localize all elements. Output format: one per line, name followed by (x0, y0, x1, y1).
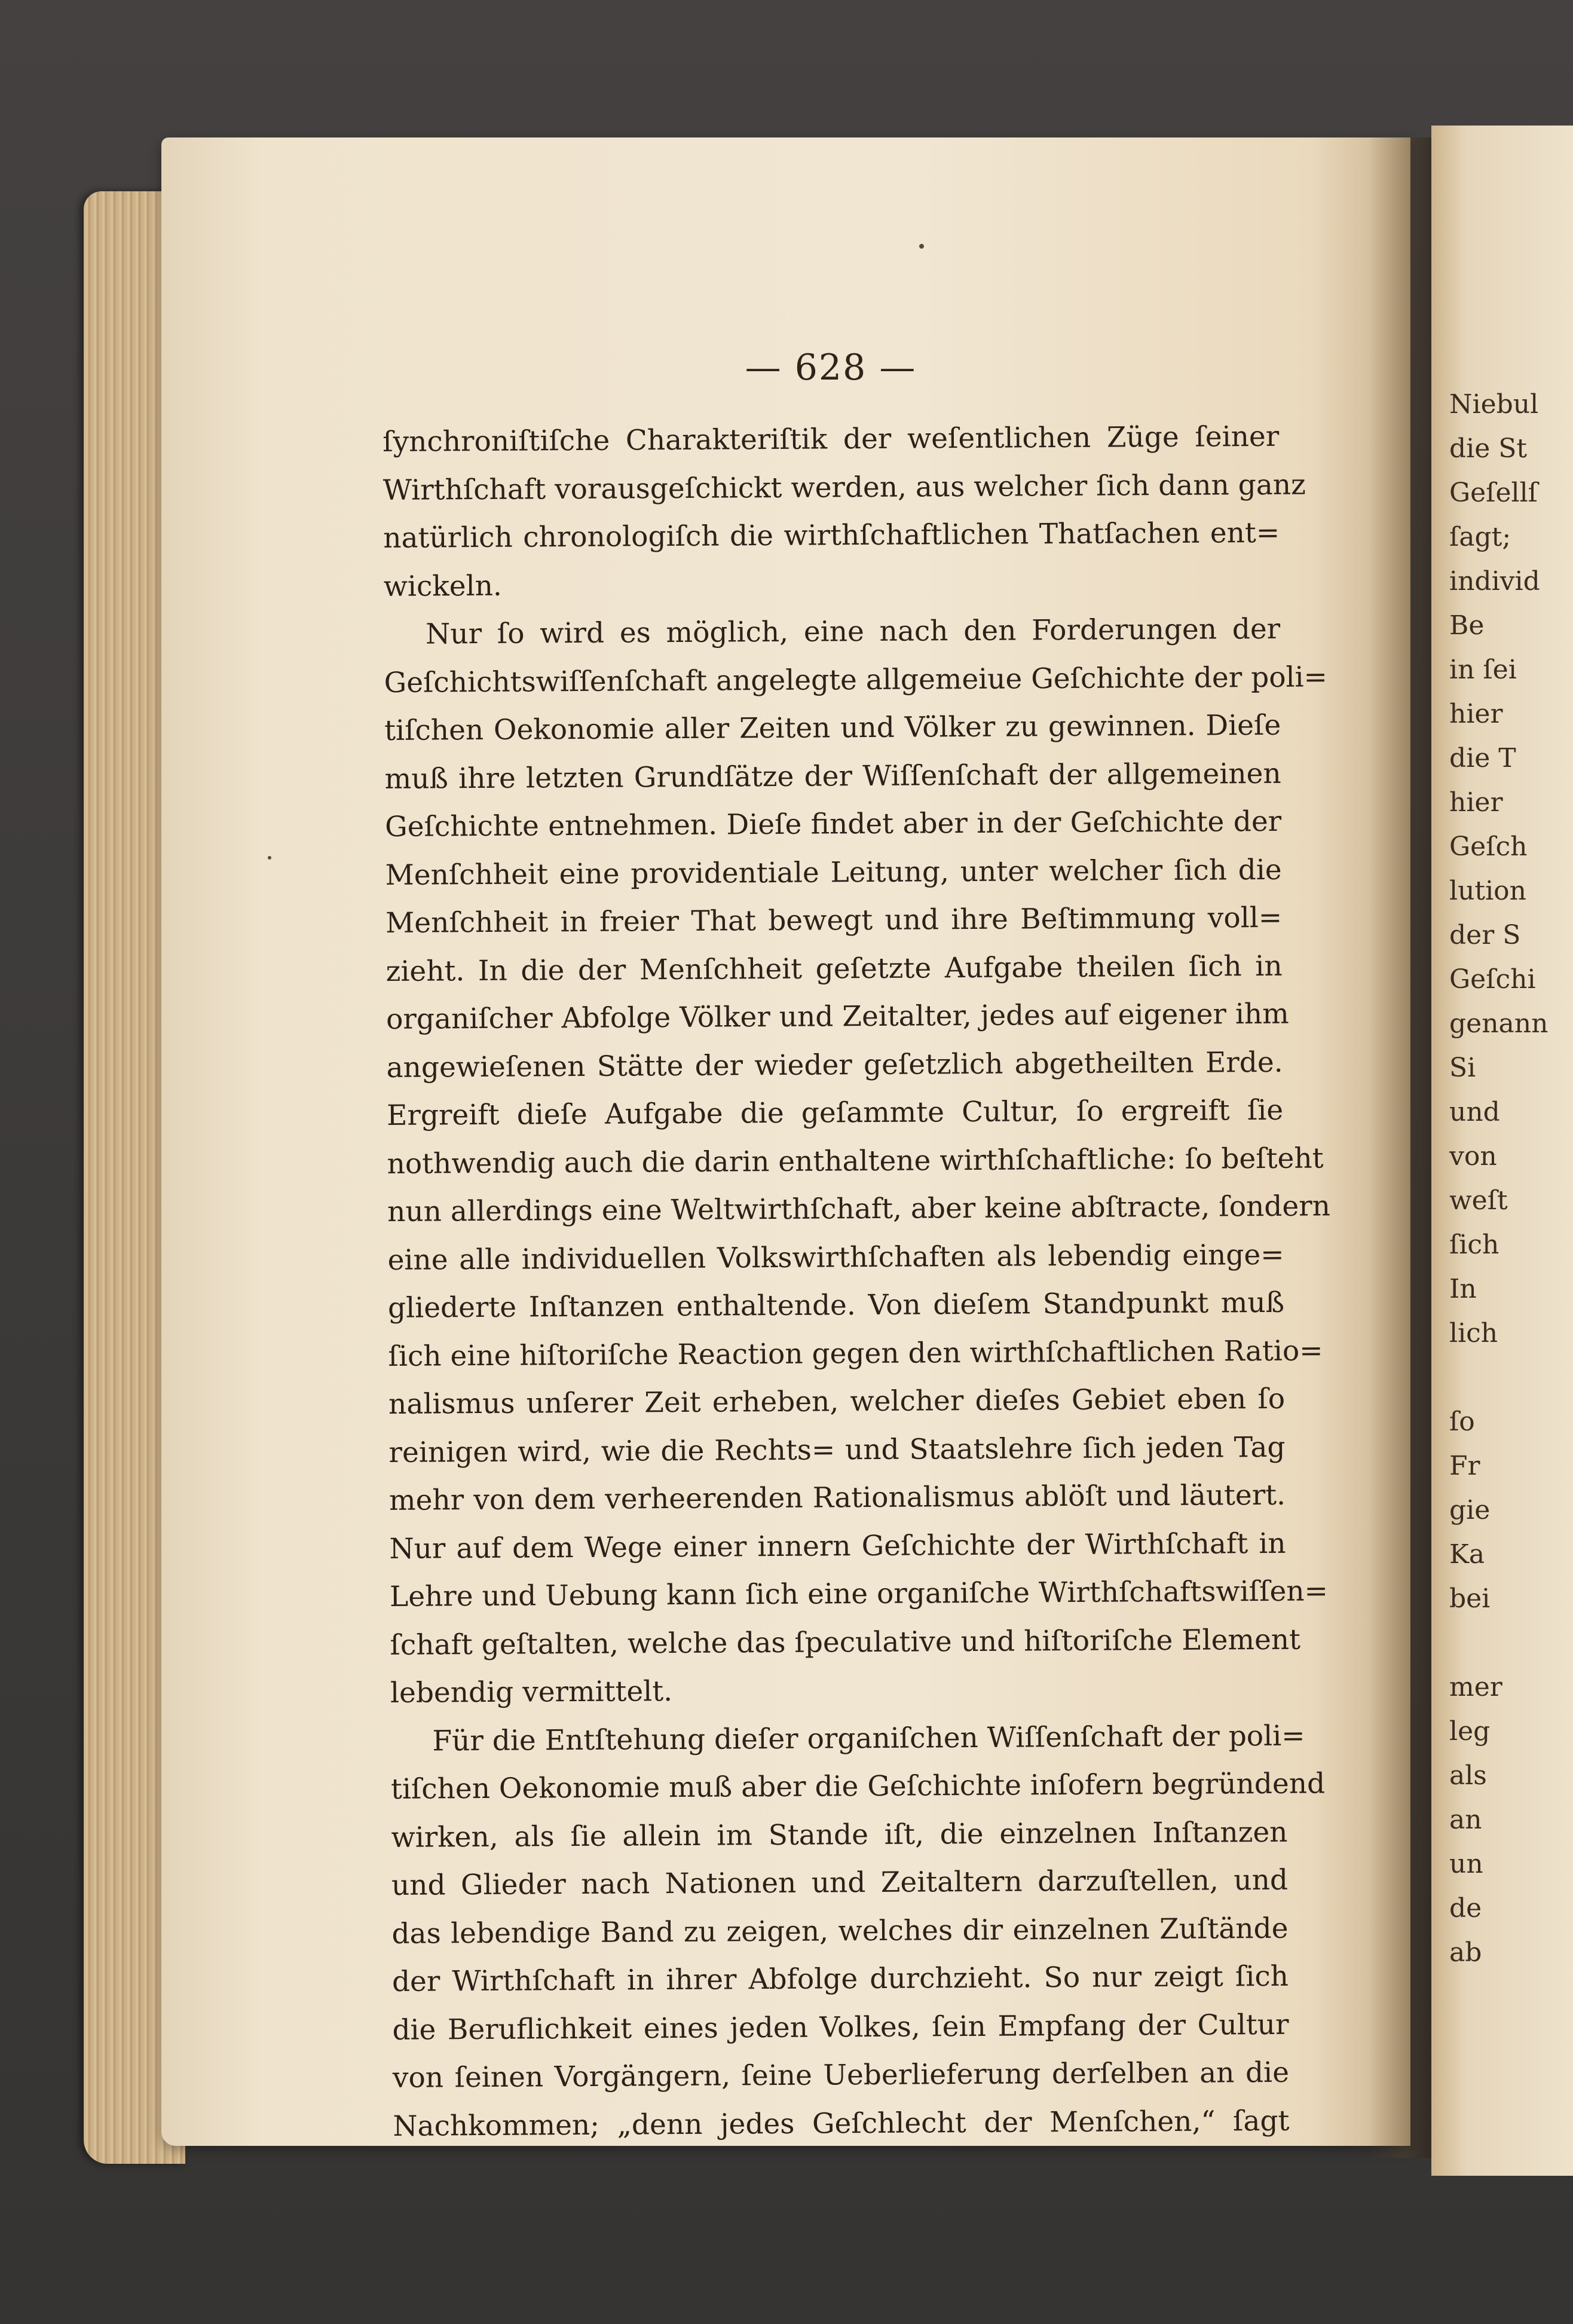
facing-line: lich (1449, 1318, 1498, 1348)
facing-line: hier (1449, 787, 1503, 818)
facing-line (1449, 1621, 1573, 1665)
text-line: organiſcher Abfolge Völker und Zeitalter, jedes auf eigener ihm (385, 997, 1289, 1036)
facing-line: in ſei (1449, 655, 1517, 685)
text-line: nun allerdings eine Weltwirthſchaft, aber keine abſtracte, ſondern (387, 1189, 1331, 1228)
body-text (382, 413, 1331, 2151)
facing-line: ſagt; (1449, 522, 1511, 552)
text-line: wickeln. (383, 569, 503, 603)
facing-line: die T (1449, 743, 1516, 773)
facing-line: genann (1449, 1008, 1548, 1039)
text-line: der Wirthſchaft in ihrer Abfolge durchzieht. So nur zeigt ſich (391, 1959, 1289, 1998)
text-line: Ergreift dieſe Aufgabe die geſammte Cultur, ſo ergreift ſie (386, 1093, 1284, 1132)
text-line: tiſchen Oekonomie aller Zeiten und Völker zu gewinnen. Dieſe (384, 708, 1281, 747)
facing-line: un (1449, 1849, 1483, 1879)
facing-line: mer (1449, 1672, 1502, 1702)
facing-line: der S (1449, 920, 1521, 950)
facing-line: von (1449, 1141, 1497, 1172)
text-line: Lehre und Uebung kann ſich eine organiſche Wirthſchaftswiſſen= (389, 1574, 1329, 1613)
text-line: nothwendig auch die darin enthaltene wirthſchaftliche: ſo beſteht (387, 1141, 1324, 1181)
text-line: wirken, als ſie allein im Stande iſt, die einzelnen Inſtanzen (391, 1815, 1288, 1854)
facing-line: Niebul (1449, 389, 1539, 420)
ink-speck (919, 244, 924, 249)
text-line: von ſeinen Vorgängern, ſeine Ueberlieferung derſelben an die (392, 2056, 1290, 2094)
text-line: Für die Entſtehung dieſer organiſchen Wiſſenſchaft der poli= (432, 1719, 1305, 1758)
facing-line: Ka (1449, 1539, 1485, 1570)
text-line: ſynchroniſtiſche Charakteriſtik der weſentlichen Züge ſeiner (382, 420, 1280, 458)
text-line: eine alle individuellen Volkswirthſchaften als lebendig einge= (387, 1238, 1284, 1277)
text-line: mehr von dem verheerenden Rationalismus ablöſt und läutert. (388, 1478, 1286, 1517)
text-line: lebendig vermittelt. (390, 1675, 673, 1710)
text-line: Menſchheit eine providentiale Leitung, unter welcher ſich die (385, 853, 1282, 892)
text-line: muß ihre letzten Grundſätze der Wiſſenſchaft der allgemeinen (384, 757, 1281, 796)
facing-line: de (1449, 1893, 1482, 1924)
facing-line: ſo (1449, 1406, 1475, 1437)
facing-line: die St (1449, 433, 1528, 464)
text-line: und Glieder nach Nationen und Zeitaltern darzuſtellen, und (391, 1863, 1289, 1902)
text-line: zieht. In die der Menſchheit geſetzte Aufgabe theilen ſich in (385, 949, 1283, 988)
text-line: nalismus unſerer Zeit erheben, welcher dieſes Gebiet eben ſo (388, 1382, 1286, 1421)
facing-line: Fr (1449, 1451, 1480, 1481)
book-gutter (1369, 137, 1434, 2158)
facing-line: Geſellſ (1449, 478, 1538, 508)
facing-line: In (1449, 1274, 1477, 1304)
text-line: Nachkommen; „denn jedes Geſchlecht der Menſchen,“ ſagt (393, 2104, 1290, 2143)
text-line: Geſchichtswiſſenſchaft angelegte allgemeiue Geſchichte der poli= (384, 660, 1328, 699)
text-line: das lebendige Band zu zeigen, welches dir einzelnen Zuſtände (391, 1912, 1289, 1950)
facing-line: lution (1449, 876, 1526, 906)
facing-line: ab (1449, 1937, 1482, 1968)
text-line: tiſchen Oekonomie muß aber die Geſchichte inſofern begründend (390, 1767, 1326, 1806)
facing-line: leg (1449, 1716, 1491, 1747)
facing-line: individ (1449, 566, 1540, 597)
facing-page (1431, 126, 1573, 2176)
facing-line: Geſch (1449, 831, 1528, 862)
text-line: Menſchheit in freier That bewegt und ihre Beſtimmung voll= (385, 901, 1283, 940)
text-line: Wirthſchaft vorausgeſchickt werden, aus welcher ſich dann ganz (382, 468, 1306, 507)
facing-line: gie (1449, 1495, 1491, 1525)
text-line: Geſchichte entnehmen. Dieſe findet aber in der Geſchichte der (385, 805, 1282, 843)
facing-line: an (1449, 1805, 1482, 1835)
facing-line: Geſchi (1449, 964, 1536, 995)
facing-line (1449, 1356, 1573, 1400)
facing-line: ſich (1449, 1230, 1499, 1260)
facing-line: weſt (1449, 1185, 1508, 1216)
text-line: natürlich chronologiſch die wirthſchaftlichen Thatſachen ent= (383, 516, 1280, 555)
text-line: Nur ſo wird es möglich, eine nach den Forderungen der (426, 612, 1281, 651)
text-line: reinigen wird, wie die Rechts= und Staatslehre ſich jeden Tag (388, 1430, 1286, 1469)
text-line: angewieſenen Stätte der wieder geſetzlich abgetheilten Erde. (386, 1045, 1283, 1084)
ink-speck (268, 856, 271, 860)
text-line: ſchaft geſtalten, welche das ſpeculative und hiſtoriſche Element (390, 1623, 1301, 1662)
text-line: Nur auf dem Wege einer innern Geſchichte der Wirthſchaft in (389, 1527, 1286, 1565)
facing-line: als (1449, 1760, 1487, 1791)
page-number: — 628 — (745, 347, 917, 389)
facing-line: bei (1449, 1583, 1491, 1614)
facing-page-text (1449, 383, 1573, 1975)
text-line: ſich eine hiſtoriſche Reaction gegen den wirthſchaftlichen Ratio= (388, 1334, 1323, 1373)
facing-line: Be (1449, 610, 1485, 641)
facing-line: Si (1449, 1053, 1476, 1083)
text-line: gliederte Inſtanzen enthaltende. Von dieſem Standpunkt muß (387, 1286, 1285, 1325)
facing-line: und (1449, 1097, 1500, 1127)
facing-line: hier (1449, 699, 1503, 729)
text-line: die Beruflichkeit eines jeden Volkes, ſein Empfang der Cultur (392, 2008, 1289, 2047)
